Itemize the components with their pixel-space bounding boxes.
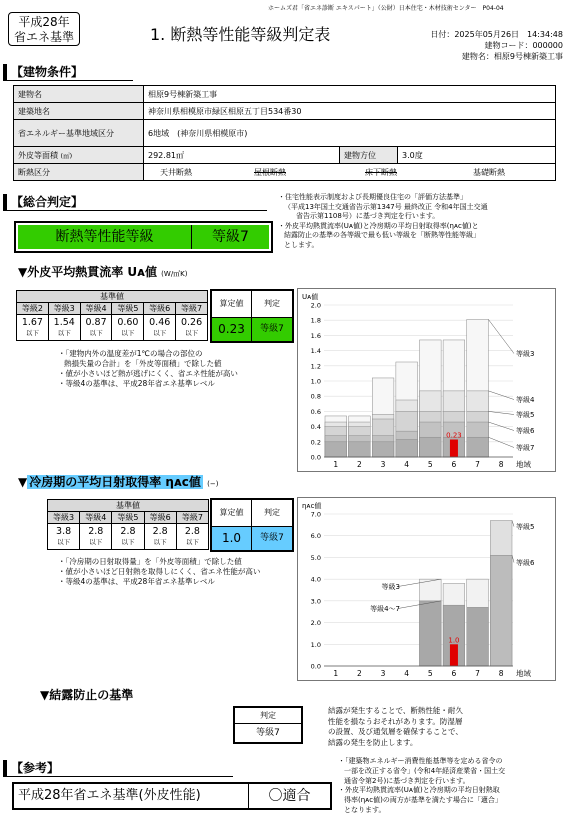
- std-value: [80, 315, 112, 341]
- std-number: 0.46: [149, 316, 171, 328]
- note-line: の設置、及び通気層を確保することで、: [328, 727, 463, 736]
- grade-header: 等級5: [112, 512, 144, 524]
- x-tick-label: 7: [475, 669, 480, 678]
- x-tick-label: 2: [357, 669, 362, 678]
- ua-title: [18, 263, 188, 280]
- std-number: 2.8: [88, 525, 104, 537]
- std-number: 0.26: [180, 316, 203, 328]
- eta-unit: (−): [207, 480, 219, 488]
- ua-title-text: ▼外皮平均熱貫流率 Uᴀ値: [18, 265, 157, 279]
- page-title: 1. 断熱等性能等級判定表: [150, 25, 331, 44]
- actual-value-bar: [450, 440, 458, 457]
- series-leader-line: [488, 411, 514, 414]
- cond-label: 省エネルギー基準地域区分: [14, 120, 144, 147]
- x-tick-label: 2: [357, 460, 362, 469]
- note-line: 省告示第1108号）に基づき判定を行います。: [296, 212, 440, 221]
- note-line: 結露が発生することで、断熱性能・耐久: [328, 706, 463, 715]
- calc-header: 算定値: [212, 291, 252, 317]
- series-label: 等級3: [516, 350, 535, 358]
- note-line: ・住宅性能表示制度および長期優良住宅の「評価方法基準」: [278, 193, 467, 201]
- x-tick-label: 1: [333, 669, 339, 678]
- note-line: となります。: [344, 805, 386, 814]
- eta-marker: ▼: [18, 475, 28, 489]
- std-value: [176, 524, 208, 550]
- below-label: 以下: [185, 537, 199, 546]
- judge-value: 等級7: [256, 728, 280, 738]
- bar-等級7: [349, 442, 371, 457]
- bar-等級4～7: [420, 601, 442, 666]
- std-value: [80, 524, 112, 550]
- note-line: ・値が小さいほど熱が逃げにくく、省エネ性能が高い: [58, 369, 238, 378]
- x-tick-label: 6: [451, 460, 457, 469]
- conditions-row: [14, 86, 556, 103]
- x-axis-label: 地域: [516, 460, 531, 469]
- series-label: 等級7: [516, 444, 535, 452]
- std-number: 2.8: [184, 525, 200, 537]
- insulation-option: 床下断熱: [365, 167, 397, 177]
- below-label: 以下: [89, 328, 103, 337]
- x-tick-label: 8: [498, 669, 504, 678]
- ua-notes: [58, 349, 298, 389]
- reference-value: 〇適合: [268, 788, 311, 804]
- std-number: 1.54: [53, 316, 75, 328]
- series-leader-line: [488, 422, 514, 430]
- grade-header: 等級7: [176, 512, 208, 524]
- std-value: [17, 315, 49, 341]
- grade-header: 等級4: [80, 303, 112, 315]
- area-label: [14, 147, 144, 164]
- std-number: 0.60: [117, 316, 139, 328]
- source-text: ホームズ君「省エネ診断 エキスパート」（公財）日本住宅・木材技術センター P04-04: [268, 5, 504, 12]
- series-label: 等級6: [516, 559, 535, 567]
- x-tick-label: 1: [333, 460, 339, 469]
- y-tick-label: 4.0: [310, 575, 321, 584]
- below-label: 以下: [121, 328, 135, 337]
- grade-header: 等級3: [48, 512, 80, 524]
- note-line: ・等級4の基準は、平成28年省エネ基準レベル: [58, 379, 215, 388]
- y-tick-label: 5.0: [310, 553, 321, 562]
- bar-等級6: [490, 555, 512, 666]
- bar-等級7: [372, 442, 394, 457]
- actual-value-label: 0.23: [446, 431, 462, 440]
- y-axis-label: Uᴀ値: [302, 293, 319, 301]
- bar-等級4～7: [467, 607, 489, 666]
- grade-header: 等級6: [144, 303, 176, 315]
- orientation-value: 3.0度: [398, 147, 556, 164]
- std-value: [112, 524, 144, 550]
- bar-等級7: [420, 437, 442, 457]
- series-leader-line: [488, 319, 514, 353]
- y-tick-label: 1.8: [310, 316, 321, 325]
- series-label: 等級5: [516, 411, 535, 419]
- overall-result-box: [14, 221, 273, 253]
- report-date: 日付：2025年05月26日 14:34:48: [430, 30, 563, 39]
- building-name: 建物名：相原9号棟新築工事: [461, 52, 563, 61]
- below-label: 以下: [121, 537, 135, 546]
- series-leader-line: [512, 555, 514, 562]
- calc-value: 1.0: [212, 527, 252, 550]
- below-label: 以下: [153, 328, 167, 337]
- standard-badge: [8, 12, 80, 46]
- x-axis-label: 地域: [516, 669, 531, 678]
- grade-header: 等級7: [176, 303, 208, 315]
- ua-chart-box: [297, 288, 556, 472]
- below-label: 以下: [25, 328, 39, 337]
- ua-chart: [298, 289, 557, 473]
- bar-等級7: [325, 442, 347, 457]
- series-label: 等級4～7: [370, 605, 400, 613]
- y-tick-label: 2.0: [310, 301, 321, 310]
- conditions-row: [14, 120, 556, 147]
- below-label: 以下: [153, 537, 167, 546]
- std-value: [48, 315, 80, 341]
- std-number: 2.8: [152, 525, 168, 537]
- std-value: [144, 524, 176, 550]
- y-tick-label: 6.0: [310, 532, 321, 541]
- actual-value-bar: [450, 644, 458, 666]
- judge-header: 判定: [264, 508, 280, 517]
- std-number: 3.8: [56, 525, 72, 537]
- grade-header: 等級4: [80, 512, 112, 524]
- insulation-label: 断熱区分: [14, 164, 144, 181]
- bar-等級7: [467, 437, 489, 457]
- eta-chart: [298, 498, 557, 682]
- overall-notes: [278, 193, 568, 251]
- y-tick-label: 0.6: [310, 407, 321, 416]
- judge-header: 判定: [235, 708, 301, 724]
- y-tick-label: 0.0: [310, 662, 321, 671]
- cond-label: 建築地名: [14, 103, 144, 120]
- std-value: [144, 315, 176, 341]
- judge-value: 等級7: [260, 533, 284, 543]
- reference-result-box: [12, 782, 332, 810]
- note-line: ・外皮平均熱貫流率(Uᴀ値)と冷房期の平均日射取得率(ηᴀᴄ値)と: [278, 221, 479, 230]
- grade-row: [17, 303, 208, 315]
- eta-title: [18, 473, 218, 490]
- note-line: ・「冷房期の日射取得量」を「外皮等面積」で除した値: [58, 557, 242, 566]
- insulation-option: 天井断熱: [160, 167, 192, 177]
- y-tick-label: 0.4: [310, 423, 321, 432]
- below-label: 以下: [57, 537, 71, 546]
- note-line: 熱損失量の合計」を「外皮等面積」で除した値: [64, 359, 222, 368]
- series-leader-line: [512, 521, 514, 527]
- note-line: 結露防止の基準の各等級で最も低い等級を「断熱等性能等級」: [284, 231, 480, 240]
- conditions-title: 【建物条件】: [3, 64, 133, 81]
- note-line: 通省令第2号)に基づき判定を行います。: [344, 776, 470, 785]
- conditions-row: [14, 147, 556, 164]
- x-tick-label: 4: [404, 669, 410, 678]
- y-tick-label: 1.2: [310, 362, 321, 371]
- reference-title: 【参考】: [3, 760, 233, 777]
- y-axis-label: ηᴀᴄ値: [302, 502, 322, 510]
- grade-row: [48, 512, 209, 524]
- grade-header: 等級5: [112, 303, 144, 315]
- note-line: 一部を改正する省令」(令和4年経済産業省・国土交: [344, 766, 506, 775]
- value-row: [48, 524, 209, 550]
- note-line: 得率(ηᴀᴄ値)の両方が基準を満たす場合に「適合」: [344, 796, 502, 805]
- std-number: 0.87: [85, 316, 107, 328]
- orientation-label: 建物方位: [340, 147, 398, 164]
- x-tick-label: 4: [404, 460, 410, 469]
- reference-label: 平成28年省エネ基準(外皮性能): [14, 784, 249, 808]
- grade-header: 等級6: [144, 512, 176, 524]
- x-tick-label: 6: [451, 669, 457, 678]
- below-label: 以下: [89, 537, 103, 546]
- ua-unit: (W/㎡K): [161, 270, 188, 278]
- condensation-result-box: [233, 706, 303, 744]
- y-tick-label: 2.0: [310, 619, 321, 628]
- area-label-text: 外皮等面積: [18, 150, 58, 160]
- below-label: 以下: [185, 328, 199, 337]
- note-line: 性能を損なうおそれがあります。防湿層: [328, 716, 463, 726]
- y-tick-label: 1.0: [310, 640, 321, 649]
- y-tick-label: 0.0: [310, 453, 321, 462]
- std-header: 基準値: [17, 291, 208, 303]
- overall-value: 等級7: [192, 225, 269, 249]
- note-line: ・外皮平均熱貫流率(Uᴀ値)と冷房期の平均日射熱取: [338, 786, 500, 795]
- grade-header: 等級3: [48, 303, 80, 315]
- series-label: 等級5: [516, 523, 535, 531]
- std-number: 1.67: [21, 316, 43, 328]
- series-leader-line: [488, 437, 514, 447]
- conditions-row: [14, 103, 556, 120]
- series-leader-line: [488, 391, 514, 400]
- y-tick-label: 0.8: [310, 392, 321, 401]
- bar-等級7: [396, 440, 418, 457]
- overall-label: 断熱等性能等級: [18, 225, 192, 249]
- y-tick-label: 1.0: [310, 377, 321, 386]
- y-tick-label: 3.0: [310, 597, 321, 606]
- reference-notes: [338, 757, 566, 816]
- y-tick-label: 0.2: [310, 438, 321, 447]
- cond-value: 相原9号棟新築工事: [144, 86, 556, 103]
- conditions-row: [14, 164, 556, 181]
- note-line: ・等級4の基準は、平成28年省エネ基準レベル: [58, 577, 215, 586]
- std-number: 2.8: [120, 525, 136, 537]
- grade-header: 等級2: [17, 303, 49, 315]
- calc-header: 算定値: [212, 500, 252, 526]
- condensation-notes: [328, 706, 508, 748]
- x-tick-label: 3: [380, 669, 386, 678]
- note-line: ・値が小さいほど日射熱を取得しにくく、省エネ性能が高い: [58, 567, 261, 576]
- eta-notes: [58, 557, 308, 587]
- x-tick-label: 5: [427, 669, 433, 678]
- area-unit: (㎡): [60, 151, 73, 160]
- eta-result-box: [210, 498, 294, 552]
- series-label: 等級4: [516, 396, 535, 404]
- ua-result-box: [210, 289, 294, 343]
- insulation-option: 基礎断熱: [473, 167, 505, 177]
- y-tick-label: 1.4: [310, 347, 321, 356]
- insulation-options: [144, 164, 556, 181]
- badge-line1: 平成28年: [18, 15, 70, 29]
- calc-value: 0.23: [212, 318, 252, 341]
- x-tick-label: 3: [380, 460, 386, 469]
- overall-title: 【総合判定】: [3, 194, 267, 211]
- value-row: [17, 315, 208, 341]
- note-line: とします。: [284, 240, 319, 249]
- y-tick-label: 1.6: [310, 331, 321, 340]
- eta-title-text: 冷房期の平均日射取得率 ηᴀᴄ値: [29, 475, 201, 489]
- badge-line2: 省エネ基準: [13, 30, 74, 44]
- area-value: 292.81㎡: [144, 147, 340, 164]
- judge-header: 判定: [264, 299, 280, 308]
- note-line: ・「建築物エネルギー消費性能基準等を定める省令の: [338, 757, 503, 765]
- note-line: （平成13年国土交通省告示第1347号 最終改正 令和4年国土交通: [284, 202, 488, 211]
- conditions-table: [13, 85, 556, 181]
- building-code: 建物コード：000000: [484, 41, 563, 50]
- note-line: ・「建物内外の温度差が1℃の場合の部位の: [58, 349, 203, 358]
- note-line: 結露の発生を防止します。: [328, 737, 418, 747]
- insulation-option: 屋根断熱: [254, 167, 286, 177]
- cond-value: 6地域 (神奈川県相模原市): [144, 120, 556, 147]
- cond-label: 建物名: [14, 86, 144, 103]
- std-value: [48, 524, 80, 550]
- std-header: 基準値: [48, 500, 209, 512]
- series-label: 等級6: [516, 427, 535, 435]
- condensation-title: ▼結露防止の基準: [40, 688, 134, 702]
- eta-chart-box: [297, 497, 556, 681]
- std-value: [176, 315, 208, 341]
- below-label: 以下: [57, 328, 71, 337]
- judge-value: 等級7: [260, 324, 284, 334]
- actual-value-label: 1.0: [448, 636, 460, 645]
- series-label: 等級3: [381, 583, 400, 591]
- y-tick-label: 7.0: [310, 510, 321, 519]
- std-value: [112, 315, 144, 341]
- cond-value: 神奈川県相模原市緑区相原五丁目534番30: [144, 103, 556, 120]
- x-tick-label: 8: [498, 460, 504, 469]
- x-tick-label: 5: [427, 460, 433, 469]
- eta-standard-table: [47, 499, 209, 550]
- ua-standard-table: [16, 290, 208, 341]
- x-tick-label: 7: [475, 460, 480, 469]
